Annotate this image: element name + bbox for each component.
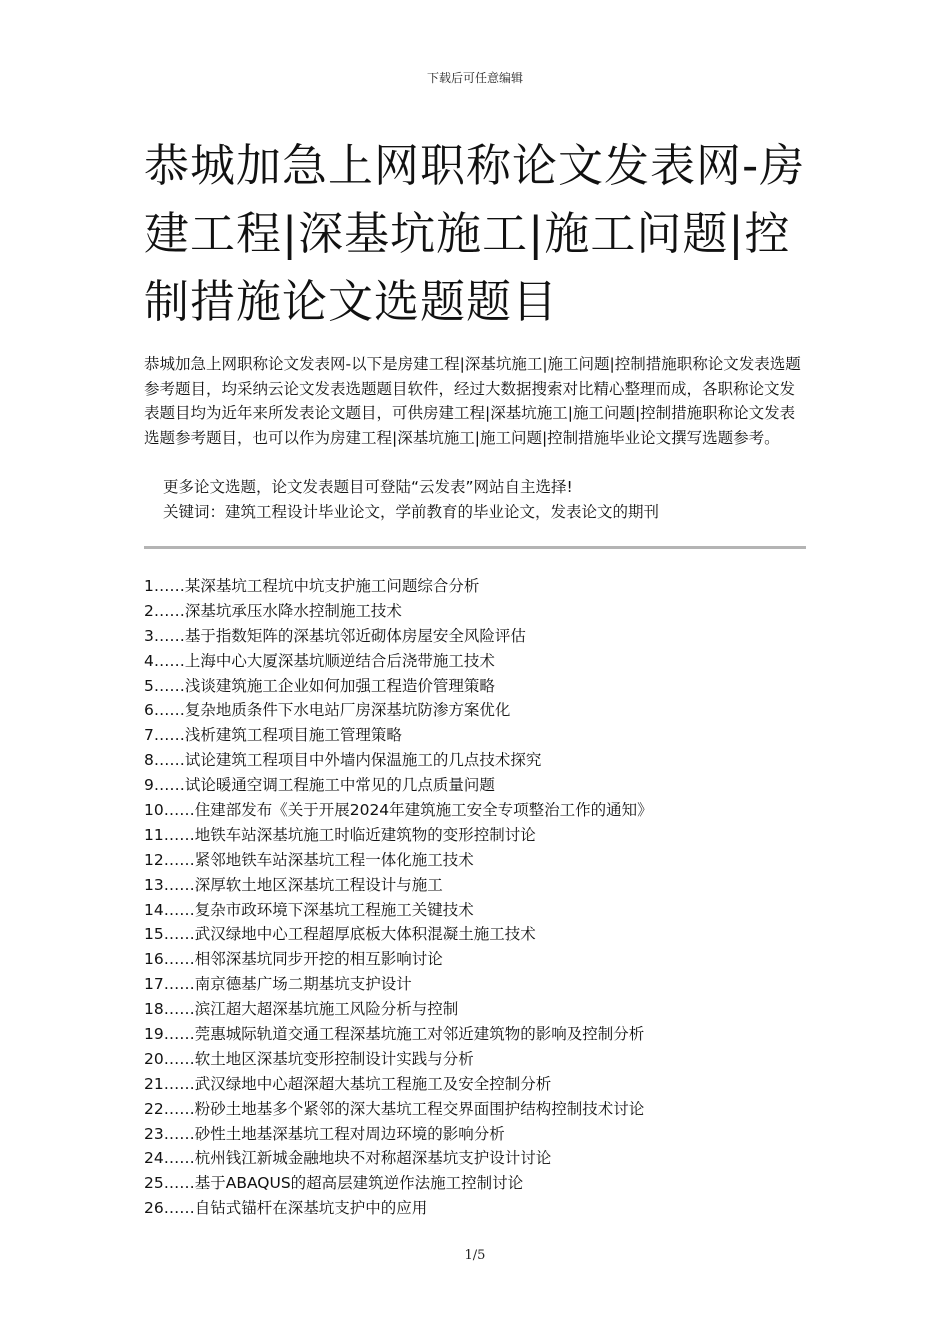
topic-item: 7……浅析建筑工程项目施工管理策略 — [144, 726, 402, 745]
topic-item: 4……上海中心大厦深基坑顺逆结合后浇带施工技术 — [144, 651, 495, 670]
topic-item: 9……试论暖通空调工程施工中常见的几点质量问题 — [144, 776, 495, 795]
topic-item: 23……砂性土地基深基坑工程对周边环境的影响分析 — [144, 1124, 505, 1143]
topic-item: 16……相邻深基坑同步开挖的相互影响讨论 — [144, 950, 443, 969]
topic-item: 8……试论建筑工程项目中外墙内保温施工的几点技术探究 — [144, 751, 542, 770]
topic-item: 17……南京德基广场二期基坑支护设计 — [144, 975, 412, 994]
topic-item: 26……自钻式锚杆在深基坑支护中的应用 — [144, 1199, 428, 1218]
topic-item: 25……基于ABAQUS的超高层建筑逆作法施工控制讨论 — [144, 1174, 524, 1193]
page-number: 1/5 — [464, 1248, 486, 1263]
more-topics-tip: 更多论文选题，论文发表题目可登陆“云发表”网站自主选择! — [163, 478, 573, 496]
topic-list — [144, 574, 808, 1221]
topic-item: 1……某深基坑工程坑中坑支护施工问题综合分析 — [144, 577, 480, 595]
topic-item: 5……浅谈建筑施工企业如何加强工程造价管理策略 — [144, 676, 495, 695]
topic-item: 15……武汉绿地中心工程超厚底板大体积混凝土施工技术 — [144, 925, 536, 944]
topic-item: 13……深厚软土地区深基坑工程设计与施工 — [144, 875, 443, 894]
topic-item: 19……莞惠城际轨道交通工程深基坑施工对邻近建筑物的影响及控制分析 — [144, 1025, 645, 1044]
section-divider — [144, 546, 806, 549]
topic-item: 2……深基坑承压水降水控制施工技术 — [144, 601, 402, 620]
topic-item: 12……紧邻地铁车站深基坑工程一体化施工技术 — [144, 850, 474, 869]
page-header-note: 下载后可任意编辑 — [426, 71, 523, 85]
topic-item: 21……武汉绿地中心超深超大基坑工程施工及安全控制分析 — [144, 1074, 552, 1093]
topic-item: 20……软土地区深基坑变形控制设计实践与分析 — [144, 1049, 474, 1068]
topic-item: 22……粉砂土地基多个紧邻的深大基坑工程交界面围护结构控制技术讨论 — [144, 1099, 645, 1118]
topic-item: 6……复杂地质条件下水电站厂房深基坑防渗方案优化 — [144, 701, 511, 720]
topic-item: 10……住建部发布《关于开展2024年建筑施工安全专项整治工作的通知》 — [144, 801, 653, 820]
topic-item: 18……滨江超大超深基坑施工风险分析与控制 — [144, 1000, 459, 1019]
topic-item: 11……地铁车站深基坑施工时临近建筑物的变形控制讨论 — [144, 825, 536, 844]
topic-item: 24……杭州钱江新城金融地块不对称超深基坑支护设计讨论 — [144, 1149, 552, 1168]
keywords-line: 关键词：建筑工程设计毕业论文，学前教育的毕业论文，发表论文的期刊 — [163, 503, 660, 521]
page-title: 恭城加急上网职称论文发表网-房建工程|深基坑施工|施工问题|控制措施论文选题题目 — [144, 139, 806, 328]
topic-item: 3……基于指数矩阵的深基坑邻近砌体房屋安全风险评估 — [144, 626, 526, 645]
intro-paragraph: 恭城加急上网职称论文发表网-以下是房建工程|深基坑施工|施工问题|控制措施职称论文发表选题参考题目，均采纳云论文发表选题题目软件，经过大数据搜索对比精心整理而成，各职称论文发表题目均为近年来所发表论文题目，可供房建工程|深基坑施工|施工问题|控制措施职称论文发表选题参考题目，也可以作为房建工程|深基坑施工|施工问题|控制措施毕业论文撰写选题参考。 — [144, 355, 801, 447]
topic-item: 14……复杂市政环境下深基坑工程施工关键技术 — [144, 900, 474, 919]
